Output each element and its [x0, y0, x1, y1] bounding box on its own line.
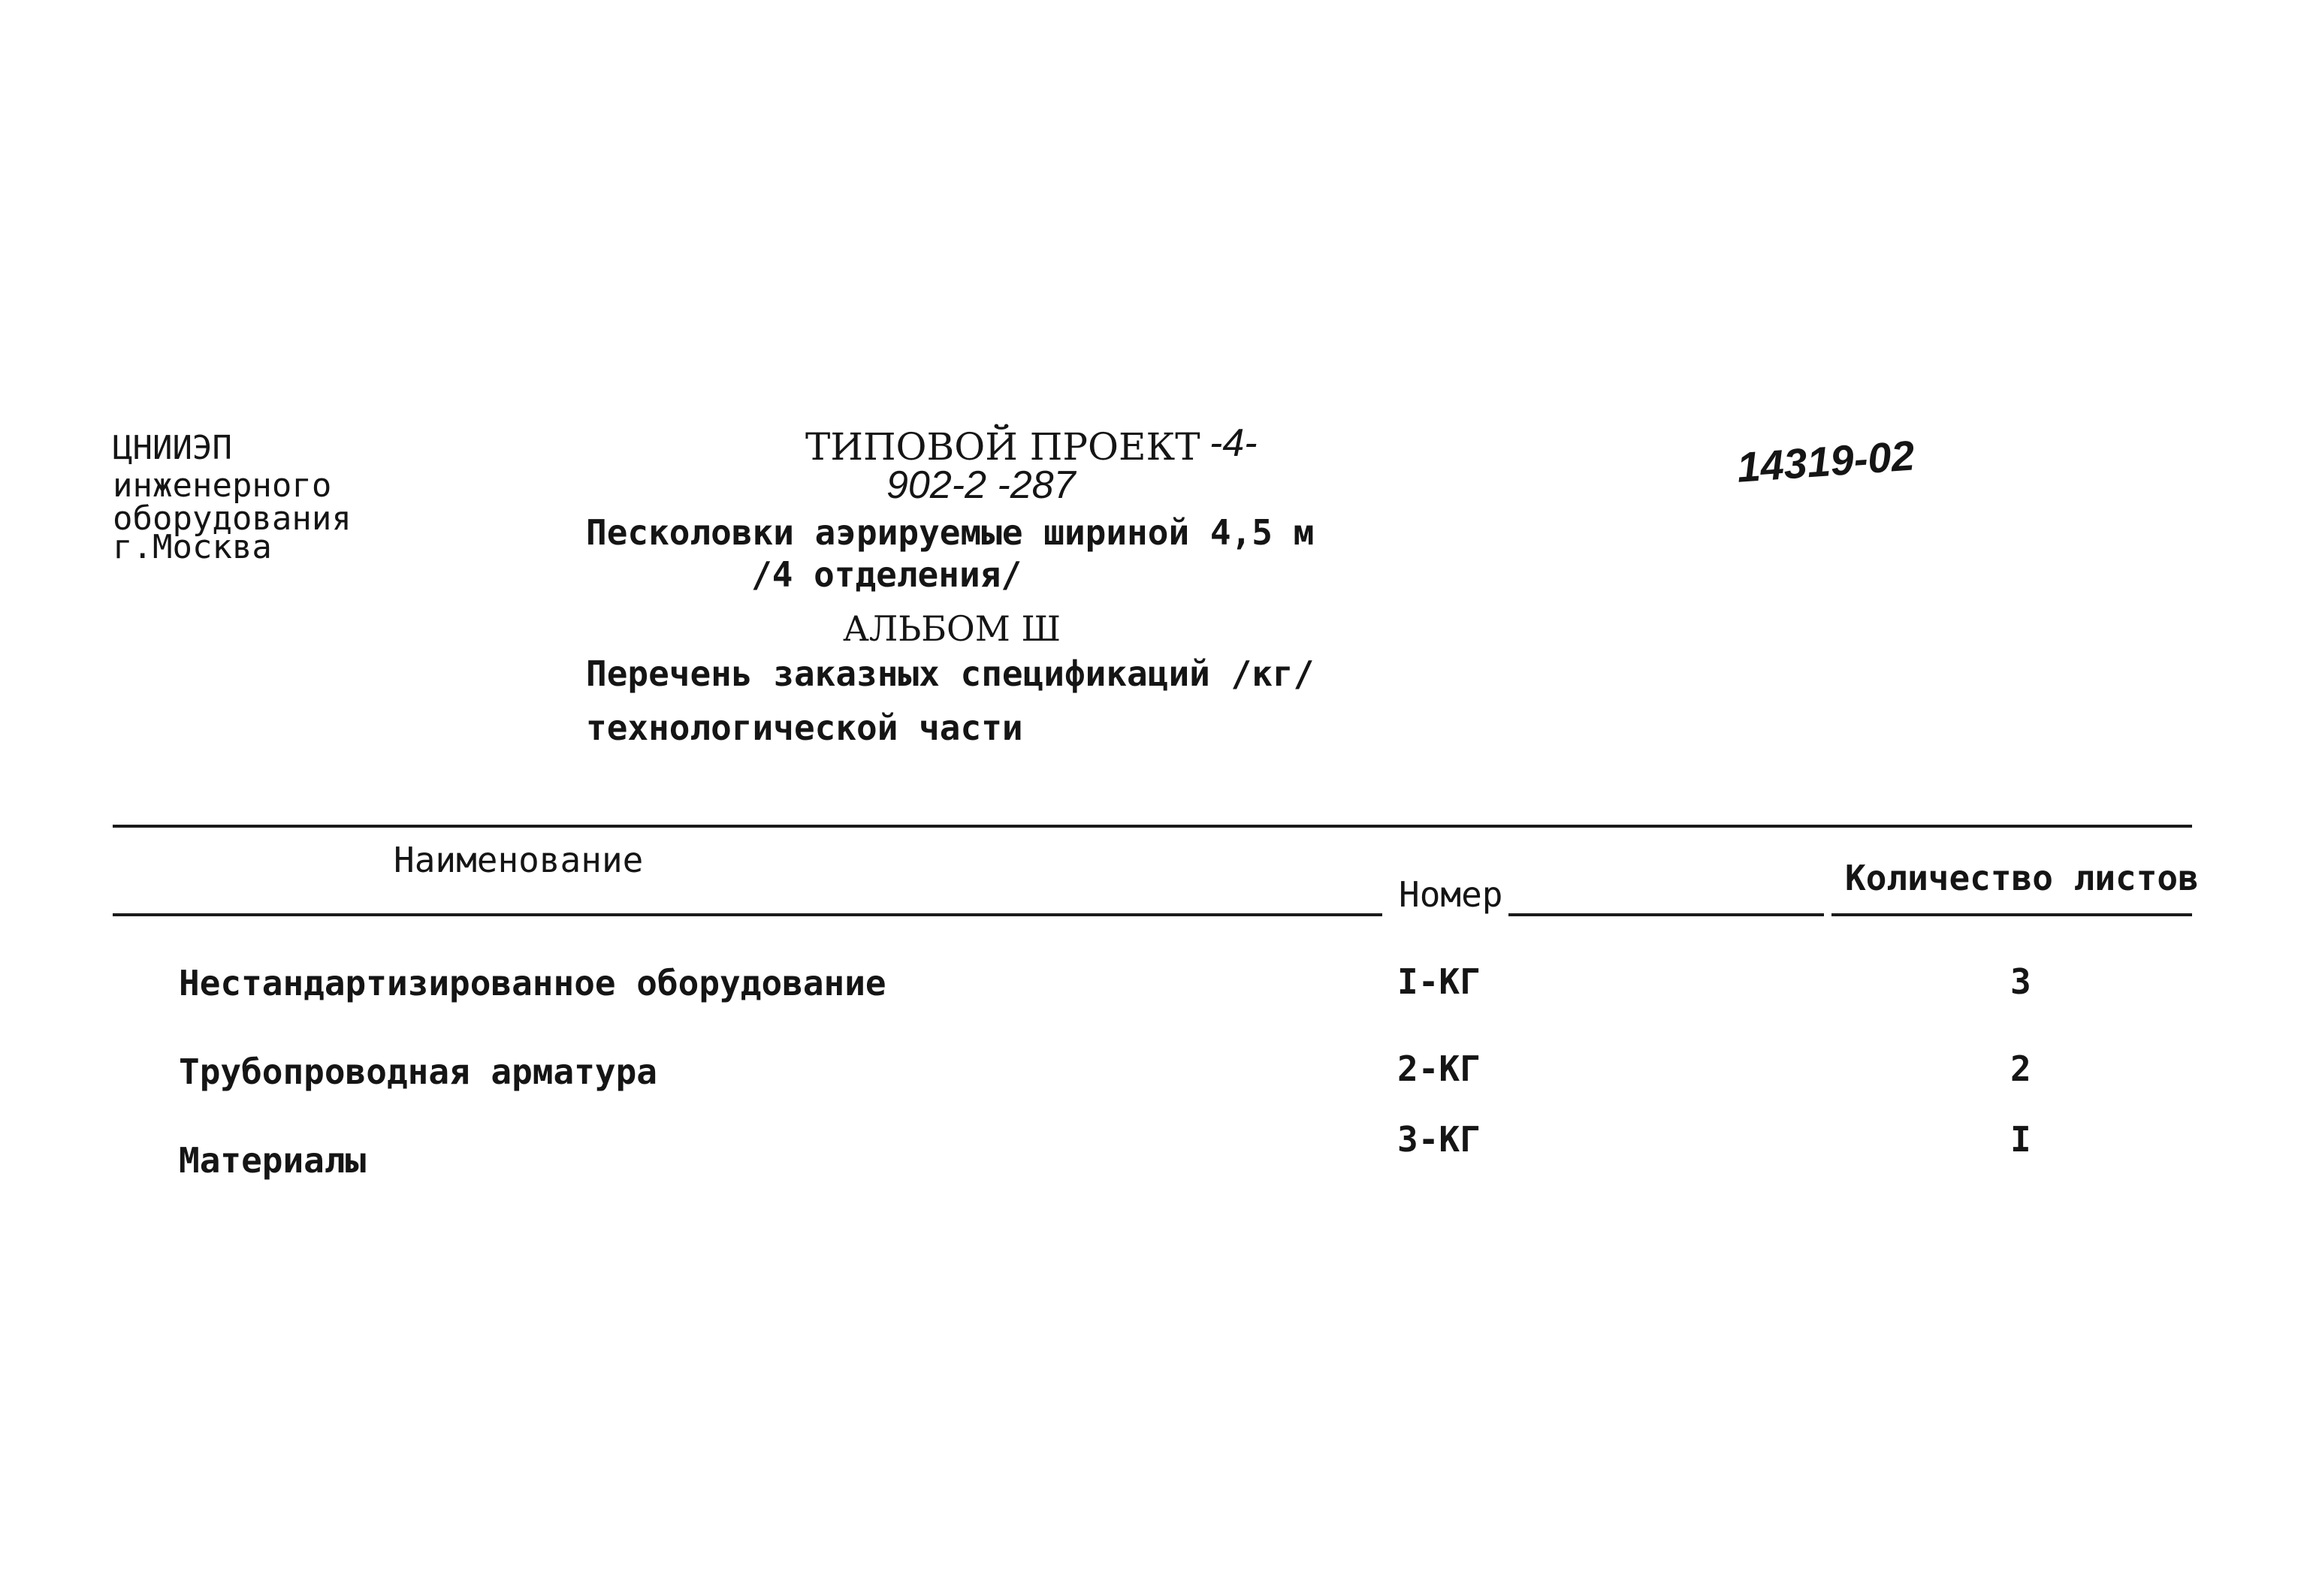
- document-heading: ТИПОВОЙ ПРОЕКТ: [805, 425, 1200, 469]
- sheet-number: -4-: [1209, 421, 1258, 465]
- project-description: Песколовки аэрируемые шириной 4,5 м: [586, 512, 1315, 553]
- list-title-sub: технологической части: [586, 707, 1023, 748]
- project-description-sub: /4 отделения/: [751, 554, 1022, 595]
- handwritten-code: 14319-02: [1735, 431, 1916, 491]
- table-row-count: 3: [2010, 961, 2031, 1002]
- table-row-number: 3-КГ: [1397, 1119, 1481, 1160]
- table-row-number: I-КГ: [1397, 961, 1481, 1002]
- organization-block: [113, 429, 352, 566]
- table-header-rule: [1831, 913, 2192, 916]
- project-number: 902-2 -287: [886, 463, 1076, 507]
- column-header-name: Наименование: [394, 840, 644, 880]
- table-row-count: 2: [2010, 1048, 2031, 1089]
- table-row-count: I: [2010, 1119, 2031, 1160]
- column-header-number: Номер: [1399, 874, 1503, 915]
- organization-line-2: инженерного: [113, 466, 332, 505]
- table-header-rule: [113, 913, 1382, 916]
- organization-line-3: оборудования: [113, 499, 352, 538]
- table-row-name: Нестандартизированное оборудование: [179, 963, 886, 1003]
- table-row-number: 2-КГ: [1397, 1048, 1481, 1089]
- column-header-count: Количество листов: [1845, 858, 2199, 898]
- table-row-name: Материалы: [179, 1140, 367, 1181]
- list-title: Перечень заказных спецификаций /кг/: [586, 653, 1315, 694]
- table-row-name: Трубопроводная арматура: [179, 1051, 657, 1092]
- table-header-rule: [1508, 913, 1824, 916]
- album-label: АЛЬБОМ Ш: [843, 608, 1061, 649]
- organization-city: г.Москва: [113, 528, 272, 566]
- organization-name: ЦНИИЭП: [113, 429, 232, 467]
- table-top-rule: [113, 825, 2192, 828]
